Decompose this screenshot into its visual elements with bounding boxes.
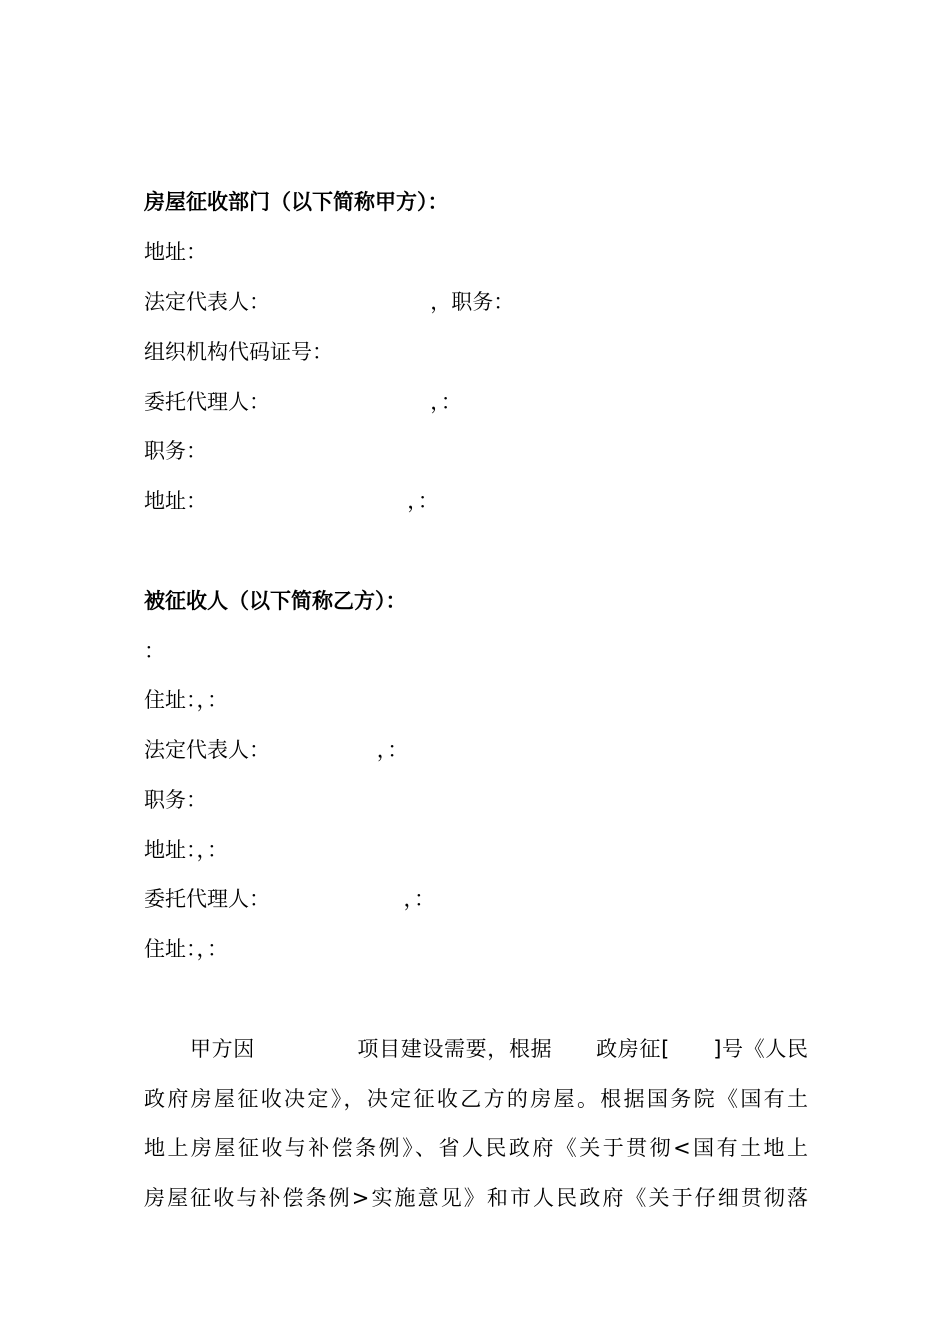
party-a-agent: 委托代理人： ，：	[144, 390, 462, 414]
body-paragraph	[144, 1025, 808, 1223]
paragraph-line: 政府房屋征收决定》，决定征收乙方的房屋。根据国务院《国有土	[144, 1086, 808, 1111]
paragraph-line: 房屋征收与补偿条例>实施意见》和市人民政府《关于仔细贯彻落	[144, 1185, 808, 1210]
party-b-residence: 住址：，：	[144, 688, 228, 712]
party-b-name: ：	[144, 639, 165, 663]
party-a-address: 地址：	[144, 240, 207, 264]
party-b-heading: 被征收人（以下简称乙方）：	[144, 589, 407, 613]
party-b-agent: 委托代理人： ，：	[144, 887, 436, 911]
party-b-agent-residence: 住址：，：	[144, 937, 228, 961]
party-a-legal-representative: 法定代表人： ，职务：	[144, 290, 515, 314]
paragraph-line: 甲方因 项目建设需要，根据 政房征[ ]号《人民	[190, 1037, 808, 1061]
paragraph-line: 地上房屋征收与补偿条例》、省人民政府《关于贯彻<国有土地上	[144, 1136, 808, 1160]
party-b-position: 职务：	[144, 788, 207, 812]
party-b-legal-representative: 法定代表人： ，：	[144, 738, 409, 762]
party-a-org-code: 组织机构代码证号：	[144, 340, 333, 364]
party-a-agent-position: 职务：	[144, 439, 207, 463]
party-b-address: 地址：，：	[144, 838, 228, 862]
party-a-heading: 房屋征收部门（以下简称甲方）：	[144, 190, 449, 214]
party-a-agent-address: 地址： ，：	[144, 489, 439, 513]
